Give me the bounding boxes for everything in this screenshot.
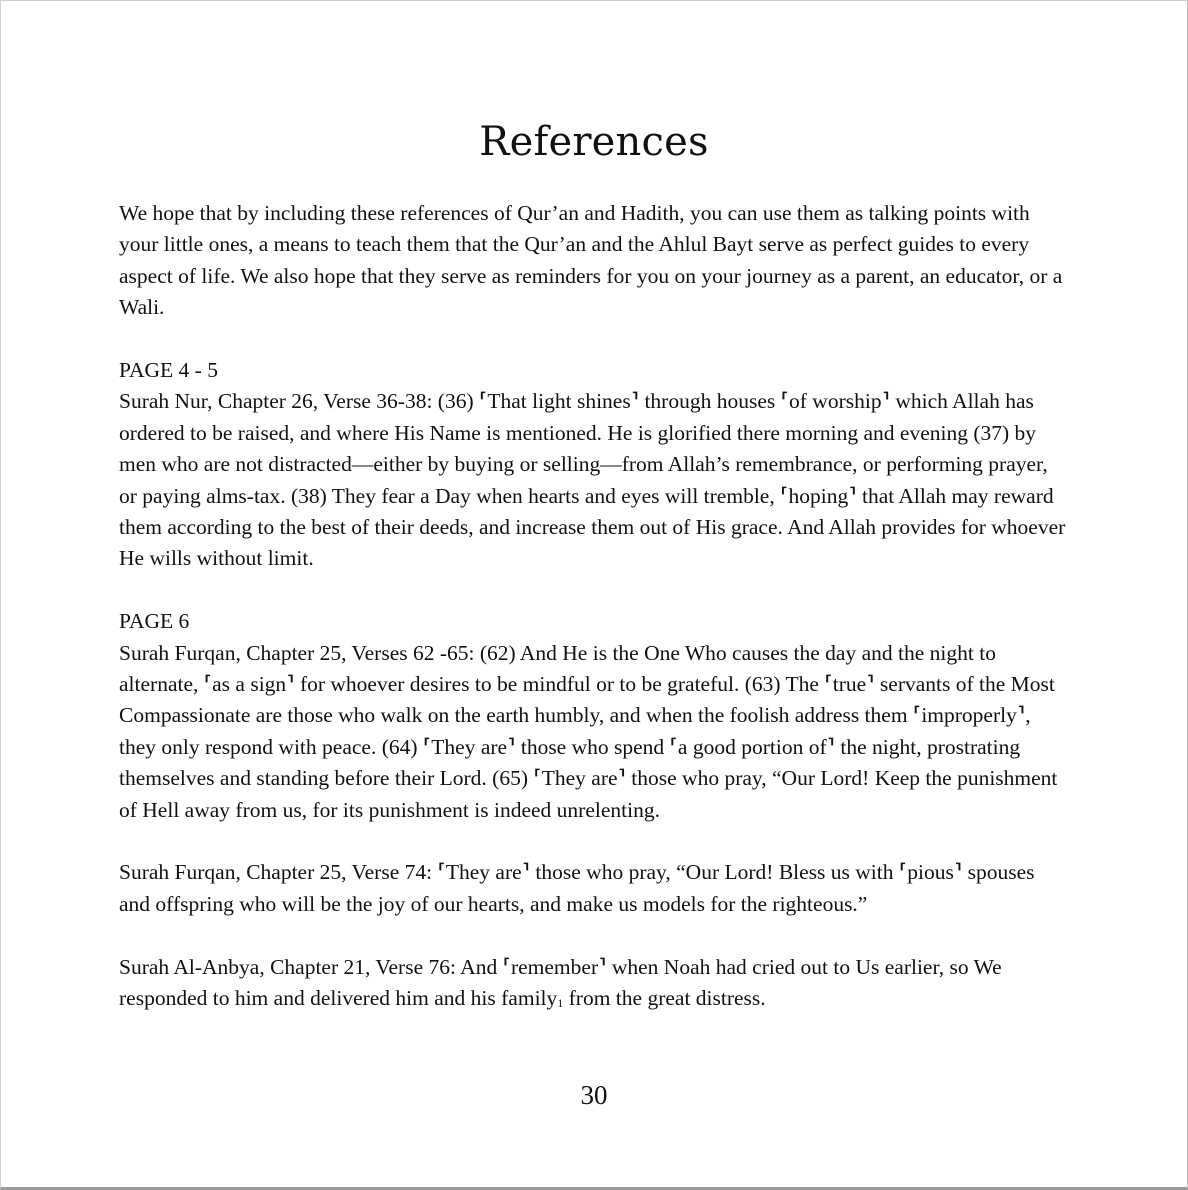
section-heading: PAGE 6 [119, 609, 190, 634]
page-number: 30 [580, 1080, 608, 1110]
reference-section-pages-4-5 [119, 355, 1069, 575]
reference-paragraph-anbya-76 [119, 952, 1069, 1020]
intro-paragraph: We hope that by including these references of Qur’an and Hadith, you can use them as talking points with your little ones, a means to teach them that the Qur’an and the Ahlul Bayt serve as perfect guides to every aspect of life. We also hope that they serve as reminders for you on your journey as a parent, an educator, or a Wali. [119, 201, 1063, 320]
section-text: Surah Furqan, Chapter 25, Verses 62 -65: (62) And He is the One Who causes the day and the night to alternate, ⸢as a sign⸣ for whoever desires to be mindful or to be grateful. (63) The ⸢true⸣ servants of the Most Compassionate are those who walk on the earth humbly, and when the foolish address them ⸢improperly⸣, they only respond with peace. (64) ⸢They are⸣ those who spend ⸢a good portion of⸣ the night, prostrating themselves and standing before their Lord. (65) ⸢They are⸣ those who pray, “Our Lord! Keep the punishment of Hell away from us, for its punishment is indeed unrelenting. [119, 640, 1058, 822]
section-heading: PAGE 4 - 5 [119, 358, 218, 383]
references-content [119, 198, 1069, 1051]
page-title: References [479, 119, 709, 165]
reference-text-before-footnote: Surah Al-Anbya, Chapter 21, Verse 76: And ⸢remember⸣ when Noah had cried out to Us earlier, so We responded to him and delivered him and his family [119, 954, 1002, 1011]
footnote-marker: 1 [557, 996, 564, 1011]
reference-text-after-footnote: from the great distress. [563, 986, 766, 1011]
reference-section-page-6 [119, 606, 1069, 826]
section-text: Surah Nur, Chapter 26, Verse 36-38: (36) ⸢That light shines⸣ through houses ⸢of worship⸣ which Allah has ordered to be raised, and where His Name is mentioned. He is glorified there morning and evening (37) by men who are not distracted—either by buying or selling—from Allah’s remembrance, or performing prayer, or paying alms-tax. (38) They fear a Day when hearts and eyes will tremble, ⸢hoping⸣ that Allah may reward them according to the best of their deeds, and increase them out of His grace. And Allah provides for whoever He wills without limit. [119, 389, 1066, 571]
reference-paragraph-furqan-74: Surah Furqan, Chapter 25, Verse 74: ⸢They are⸣ those who pray, “Our Lord! Bless us with ⸢pious⸣ spouses and offspring who will be the joy of our hearts, and make us models for the righteous.” [119, 860, 1035, 916]
